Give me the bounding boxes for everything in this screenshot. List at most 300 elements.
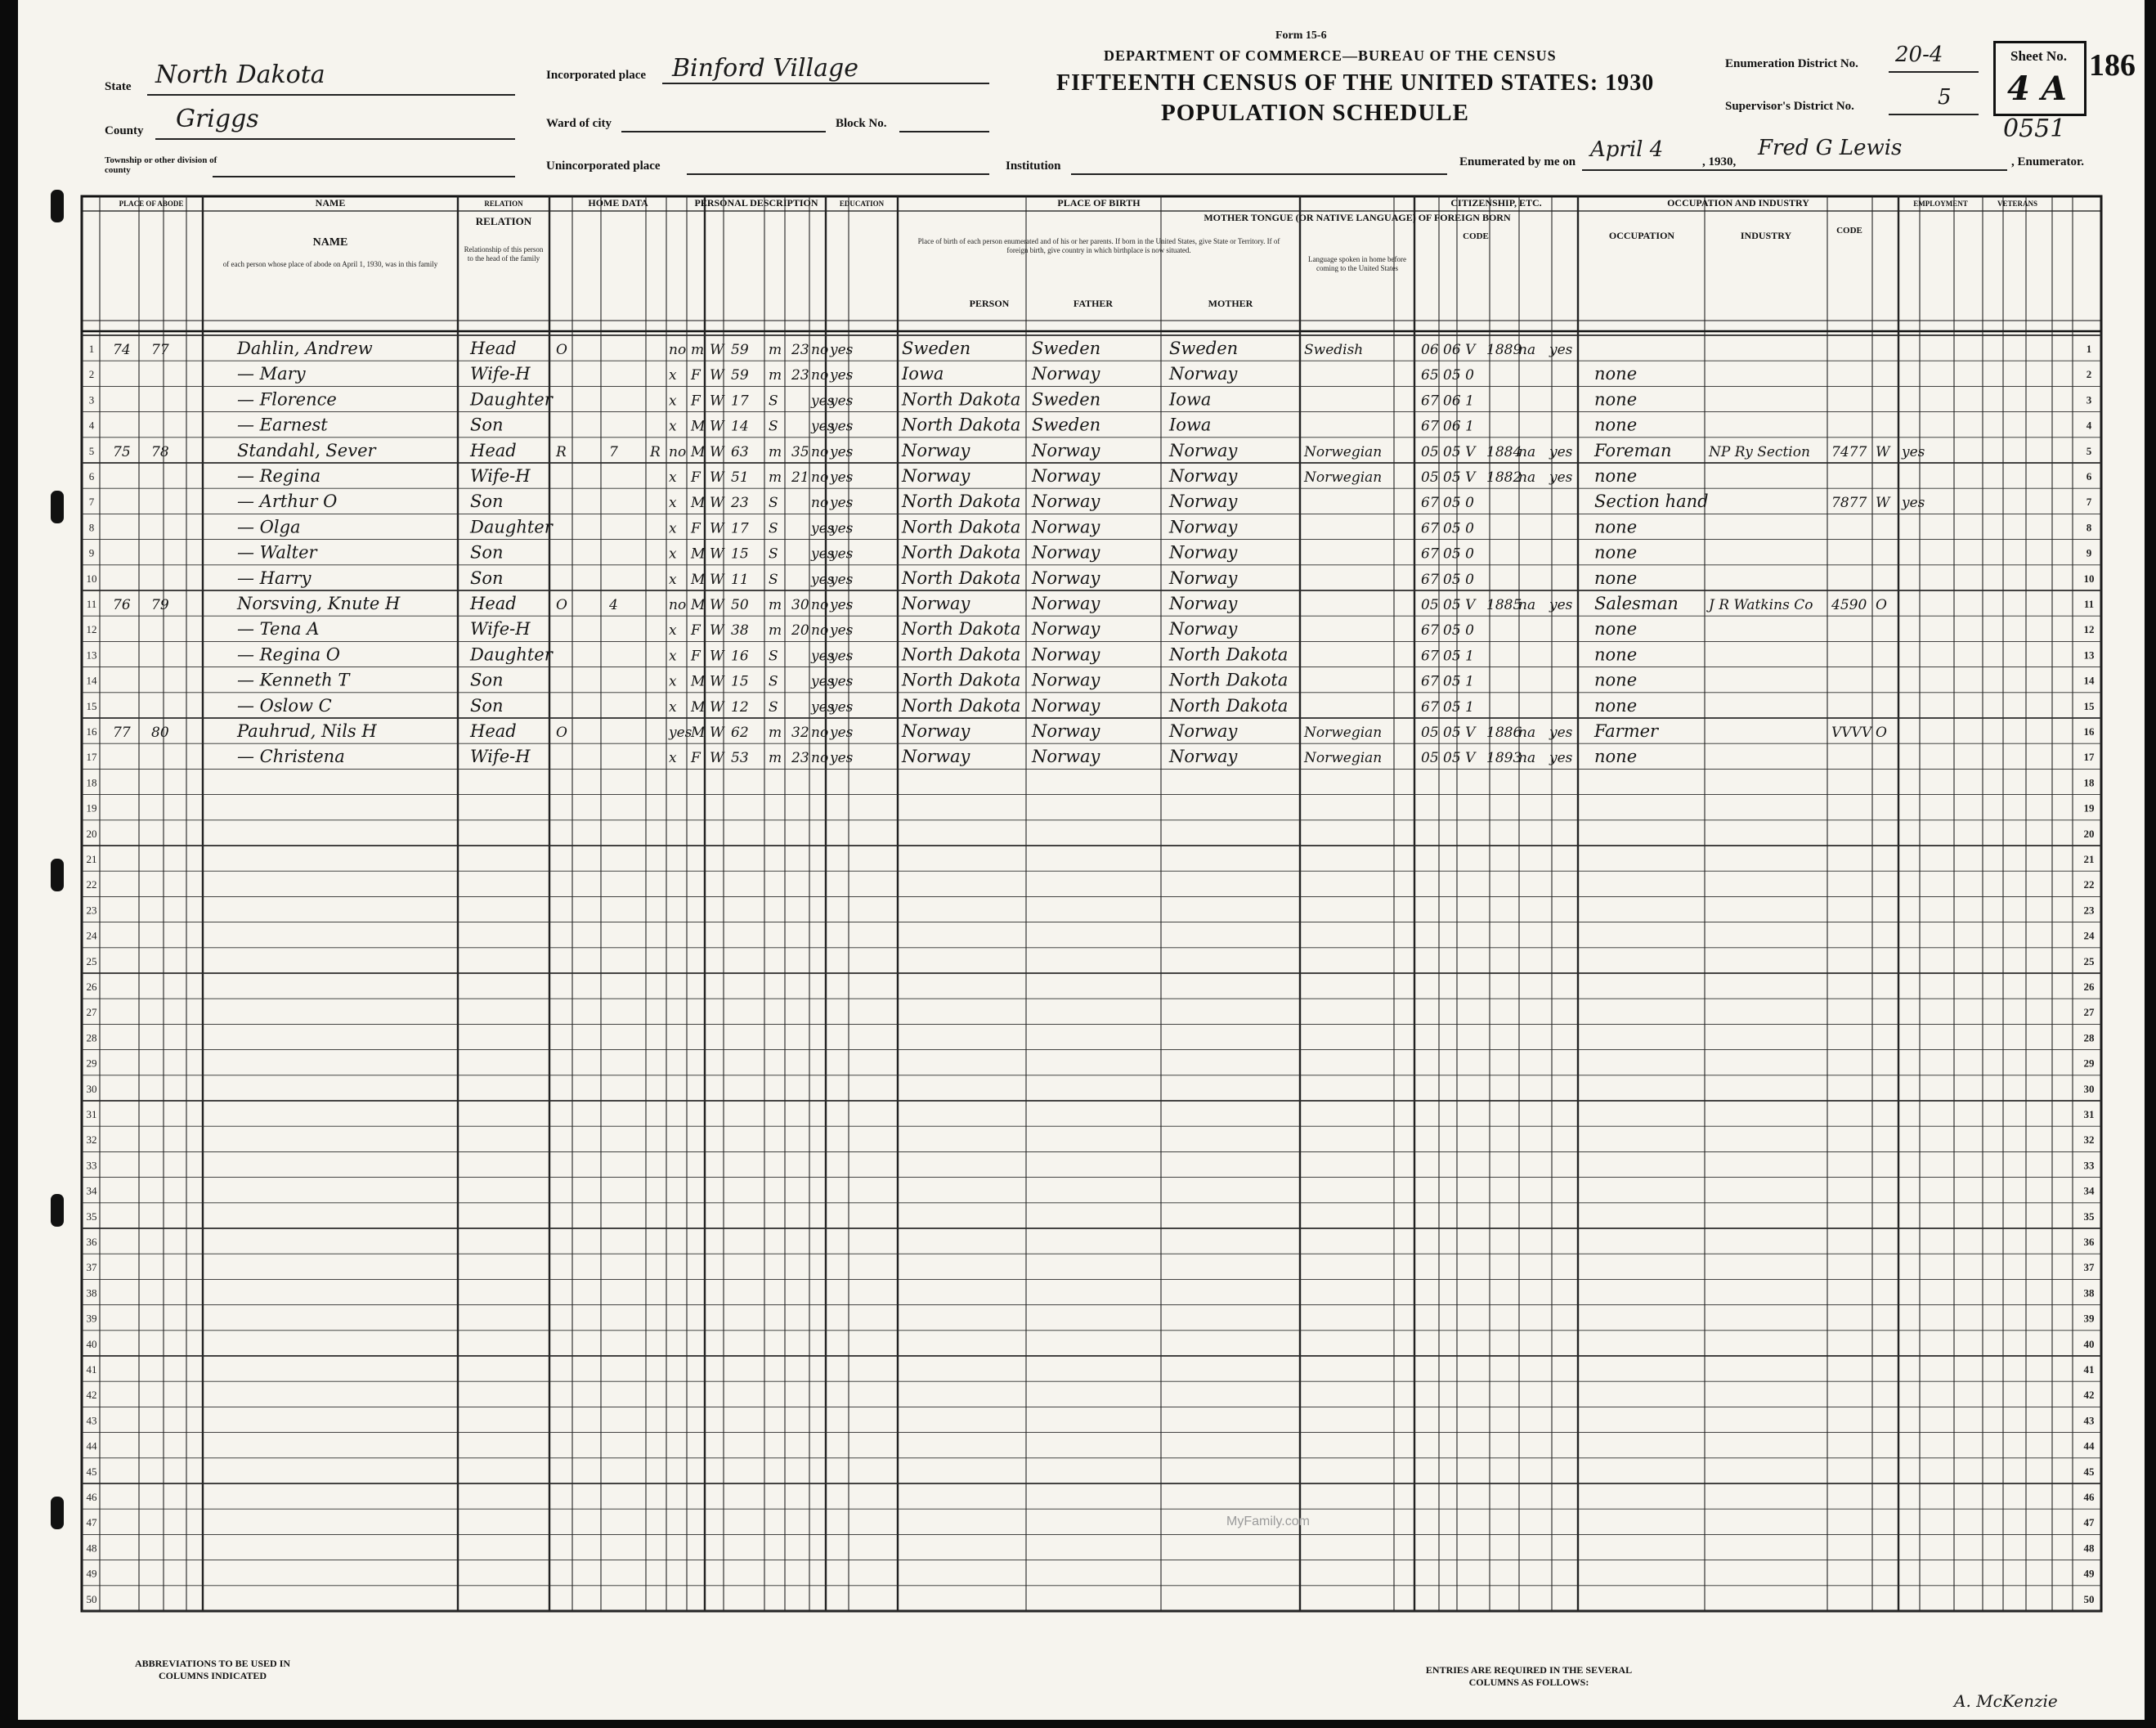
cell-relation: Daughter [470,517,553,537]
block-label: Block No. [836,117,887,130]
state-value: North Dakota [155,61,325,89]
cell-mother: Norway [1169,364,1238,384]
column-group-title: HOME DATA [588,197,648,209]
cell-race: W [710,545,724,563]
row-number-right: 35 [2083,1210,2095,1223]
row-number-right: 13 [2083,649,2095,662]
cell-relation: Daughter [470,644,553,665]
cell-dwelling: 77 [113,725,131,741]
row-number: 7 [88,496,95,509]
cell-class: O [1876,597,1887,613]
row-number-right: 12 [2083,623,2095,636]
township-label: Township or other division of county [105,155,217,175]
cell-birth: North Dakota [902,389,1021,410]
row-number-right: 41 [2083,1363,2095,1376]
cell-industry: J R Watkins Co [1709,597,1813,613]
cell-birth: Norway [902,594,970,613]
row-number: 25 [86,954,97,967]
cell-age-married: 32 [791,725,809,741]
cell-value: 7 [609,443,618,460]
cell-race: W [710,469,724,486]
cell-language: Norwegian [1304,443,1383,460]
cell-relation: Son [470,695,504,716]
cell-farm: x [669,418,677,435]
row-number-right: 27 [2083,1006,2095,1019]
state-label: State [105,80,132,93]
cell-english: yes [1549,469,1573,486]
cell-sex: M [691,597,706,613]
column-header: FATHER [1073,298,1114,309]
column-header-note: Place of birth of each person enumerated and of his or her parents. If born in the United States, give State or Territory. If of foreign birth, give country in which birthplace is now situated. [917,237,1280,254]
cell-code: 67 05 1 [1421,648,1474,665]
cell-occupation: none [1594,542,1638,563]
row-number-right: 7 [2086,496,2092,509]
cell-age: 15 [731,673,749,690]
cell-name: Pauhrud, Nils H [237,721,377,741]
cell-english: yes [1549,443,1573,460]
cell-mother: North Dakota [1169,670,1289,690]
row-number-right: 36 [2083,1236,2095,1248]
row-number-right: 20 [2083,827,2095,840]
cell-code: 05 05 V [1421,443,1476,460]
cell-read: yes [830,750,854,767]
row-number: 9 [88,546,95,559]
column-header: MOTHER [1208,298,1253,309]
cell-father: Norway [1032,440,1100,460]
cell-birth: North Dakota [902,415,1021,435]
row-number-right: 18 [2083,776,2095,789]
row-number: 17 [86,751,97,764]
row-number-right: 48 [2083,1542,2095,1555]
cell-occupation: none [1594,389,1638,410]
cell-english: yes [1549,597,1573,613]
cell-class: W [1876,443,1890,460]
cell-farm: x [669,673,677,690]
row-number: 19 [86,801,97,815]
cell-father: Norway [1032,364,1100,384]
cell-race: W [710,520,724,537]
cell-race: W [710,393,724,410]
row-number: 46 [86,1491,97,1503]
row-number: 29 [86,1057,97,1070]
cell-mother: Sweden [1169,339,1239,358]
cell-occ-code: 4590 [1831,597,1867,613]
row-number: 2 [88,368,95,381]
cell-father: Norway [1032,594,1100,613]
cell-dwelling: 75 [113,443,131,460]
cell-farm: x [669,622,677,640]
cell-sex: M [691,495,706,512]
row-number-right: 17 [2083,751,2095,764]
row-number-right: 5 [2086,444,2092,457]
row-number-right: 10 [2083,572,2095,585]
column-header: CODE [1463,231,1489,241]
cell-father: Sweden [1032,339,1101,358]
cell-occupation: none [1594,747,1638,767]
cell-age-married: 23 [791,750,809,767]
cell-occupation: none [1594,568,1638,588]
row-number: 12 [86,623,97,636]
row-number-right: 50 [2083,1592,2095,1605]
column-group-title: PLACE OF BIRTH [1057,197,1141,209]
cell-race: W [710,597,724,613]
row-number-right: 43 [2083,1414,2095,1427]
cell-marital: m [769,443,782,460]
cell-home: O [556,597,567,613]
cell-sex: F [691,469,701,486]
cell-race: W [710,725,724,741]
supervisor-value: 5 [1938,85,1952,110]
cell-marital: S [769,673,778,690]
cell-mother: Norway [1169,594,1238,613]
cell-read: yes [830,648,854,665]
cell-mother: North Dakota [1169,695,1289,716]
cell-sex: F [691,750,701,767]
cell-code: 06 06 V [1421,342,1476,358]
row-number-right: 24 [2083,929,2095,942]
row-number: 43 [86,1414,97,1427]
row-number-right: 46 [2083,1491,2095,1503]
cell-father: Norway [1032,747,1100,767]
row-number: 36 [86,1236,97,1248]
cell-age: 38 [731,622,749,640]
cell-sex: M [691,571,706,588]
cell-race: W [710,698,724,716]
cell-sex: F [691,393,701,410]
cell-age: 12 [731,698,749,716]
cell-father: Norway [1032,491,1100,512]
cell-mother: Norway [1169,517,1238,537]
row-number: 27 [86,1006,97,1019]
row-number-right: 32 [2083,1133,2095,1147]
cell-occ-code: 7477 [1831,443,1867,460]
row-number: 39 [86,1312,97,1325]
row-number: 34 [86,1184,97,1197]
row-number-right: 15 [2083,699,2095,712]
cell-relation: Wife-H [470,747,531,767]
column-header-note: Language spoken in home before coming to the United States [1308,255,1406,272]
cell-age: 14 [731,418,749,435]
row-number-right: 1 [2086,343,2092,355]
cell-mother: Norway [1169,491,1238,512]
cell-marital: m [769,597,782,613]
watermark: MyFamily.com [1226,1515,1310,1528]
cell-farm: x [669,571,677,588]
cell-occ-code: 7877 [1831,495,1867,512]
row-number: 23 [86,904,97,917]
row-number-right: 37 [2083,1261,2095,1274]
cell-birth: Iowa [902,364,944,384]
cell-age: 17 [731,393,749,410]
cell-read: yes [830,443,854,460]
sheet-value: 4 A [2007,70,2067,108]
row-number: 37 [86,1261,97,1274]
cell-farm: no [669,342,687,358]
cell-age-married: 23 [791,367,809,384]
cell-race: W [710,342,724,358]
cell-read: yes [830,698,854,716]
cell-mother: Norway [1169,542,1238,563]
row-number: 45 [86,1465,97,1478]
row-number: 5 [88,444,95,457]
cell-class: W [1876,495,1890,512]
cell-school: no [811,342,829,358]
binder-hole [51,859,64,891]
row-number: 48 [86,1542,97,1555]
cell-immig: 1885 [1486,597,1522,613]
row-number-right: 33 [2083,1159,2095,1172]
cell-family: 79 [151,597,169,613]
entries-title: ENTRIES ARE REQUIRED IN THE SEVERAL COLUMNS AS FOLLOWS: [1425,1664,1633,1688]
cell-sex: F [691,367,701,384]
cell-code: 05 05 V [1421,469,1476,486]
row-number: 22 [86,878,97,891]
cell-english: yes [1549,725,1573,741]
row-number: 11 [86,598,97,610]
cell-read: yes [830,342,854,358]
column-header-note: of each person whose place of abode on April 1, 1930, was in this family [222,260,438,268]
cell-code: 67 06 1 [1421,393,1474,410]
row-number-right: 38 [2083,1286,2095,1299]
cell-relation: Son [470,491,504,512]
cell-occupation: Salesman [1594,594,1679,613]
cell-school: yes [811,545,835,563]
cell-language: Norwegian [1304,469,1383,486]
row-number: 49 [86,1567,97,1580]
cell-sex: F [691,520,701,537]
row-number: 15 [86,699,97,712]
cell-birth: North Dakota [902,568,1021,588]
cell-school: yes [811,571,835,588]
cell-immig: 1884 [1486,443,1522,460]
binder-hole [51,190,64,222]
row-number-right: 49 [2083,1567,2095,1580]
cell-name: Standahl, Sever [237,440,376,460]
row-number: 26 [86,981,97,993]
cell-sex: M [691,725,706,741]
cell-sex: M [691,545,706,563]
cell-mother: Iowa [1169,415,1212,435]
column-group-title: EDUCATION [839,200,885,208]
cell-read: yes [830,545,854,563]
cell-name: — Mary [237,364,306,384]
row-number-right: 6 [2086,470,2092,482]
cell-father: Norway [1032,721,1100,741]
cell-relation: Head [470,440,517,460]
row-number: 21 [86,853,97,865]
binder-hole [51,1194,64,1227]
cell-english: yes [1549,342,1573,358]
column-header-note: Relationship of this person to the head of the family [464,245,544,263]
cell-age: 23 [731,495,749,512]
column-header: OCCUPATION [1608,230,1675,241]
row-number-right: 47 [2083,1516,2095,1529]
cell-employed: yes [1902,443,1925,460]
row-number: 35 [86,1210,97,1223]
row-number-right: 16 [2083,725,2095,738]
cell-relation: Head [470,721,517,741]
cell-occupation: Farmer [1594,721,1659,741]
cell-birth: Norway [902,440,970,460]
cell-family: 80 [151,725,169,741]
cell-school: yes [811,393,835,410]
cell-mother: Norway [1169,568,1238,588]
binder-hole [51,491,64,523]
row-number-right: 22 [2083,878,2095,891]
row-number-right: 19 [2083,801,2095,815]
cell-father: Sweden [1032,415,1101,435]
cell-school: no [811,495,829,512]
cell-relation: Head [470,339,517,358]
cell-school: no [811,622,829,640]
cell-mother: Iowa [1169,389,1212,410]
cell-name: — Arthur O [237,491,338,512]
cell-dwelling: 76 [113,597,131,613]
row-number-right: 3 [2086,393,2092,406]
cell-relation: Son [470,568,504,588]
cell-name: — Regina O [237,644,341,665]
cell-mother: Norway [1169,619,1238,640]
cell-sex: F [691,648,701,665]
cell-marital: m [769,342,782,358]
column-header: NAME [312,236,348,249]
cell-age: 59 [731,367,749,384]
cell-read: yes [830,571,854,588]
row-number-right: 8 [2086,521,2092,534]
cell-immig: 1882 [1486,469,1522,486]
row-number: 44 [86,1439,97,1452]
row-number-right: 25 [2083,954,2095,967]
cell-marital: m [769,367,782,384]
cell-marital: m [769,725,782,741]
cell-relation: Daughter [470,389,553,410]
cell-sex: M [691,673,706,690]
row-number-right: 30 [2083,1082,2095,1095]
cell-family: 77 [151,342,169,358]
cell-natur: na [1518,469,1536,486]
cell-class: O [1876,725,1887,741]
cell-read: yes [830,367,854,384]
cell-birth: North Dakota [902,670,1021,690]
cell-relation: Son [470,542,504,563]
row-number: 32 [86,1133,97,1147]
cell-relation: Wife-H [470,619,531,640]
cell-race: W [710,367,724,384]
cell-age: 51 [731,469,749,486]
cell-occ-code: VVVV [1831,725,1872,741]
cell-farm: yes [669,725,693,741]
cell-occupation: none [1594,364,1638,384]
column-group-title: OCCUPATION AND INDUSTRY [1667,197,1809,209]
cell-marital: m [769,622,782,640]
cell-name: — Walter [237,542,317,563]
ward-label: Ward of city [546,117,612,130]
cell-age: 62 [731,725,749,741]
cell-age: 16 [731,648,749,665]
cell-code: 67 06 1 [1421,418,1474,435]
column-group-title: MOTHER TONGUE (OR NATIVE LANGUAGE) OF FOREIGN BORN [1204,212,1511,223]
county-value: Griggs [176,105,259,133]
cell-age-married: 35 [791,443,809,460]
row-number-right: 9 [2086,546,2092,559]
cell-father: Norway [1032,466,1100,486]
cell-family: 78 [151,443,169,460]
cell-value: 4 [609,597,618,613]
cell-age: 50 [731,597,749,613]
cell-occupation: none [1594,415,1638,435]
row-number: 13 [86,649,97,662]
row-number: 14 [86,674,97,687]
row-number: 38 [86,1286,97,1299]
abbrev-title: ABBREVIATIONS TO BE USED IN COLUMNS INDICATED [134,1658,291,1681]
cell-age: 17 [731,520,749,537]
cell-birth: Norway [902,747,970,767]
form-number: Form 15-6 [1275,29,1327,42]
binder-hole [51,1497,64,1529]
cell-sex: M [691,698,706,716]
cell-code: 05 05 V [1421,725,1476,741]
row-number-right: 44 [2083,1439,2095,1452]
cell-dwelling: 74 [113,342,131,358]
supervisor-label: Supervisor's District No. [1725,100,1854,113]
cell-age: 15 [731,545,749,563]
cell-language: Swedish [1304,342,1364,358]
cell-mother: Norway [1169,440,1238,460]
cell-age-married: 30 [791,597,809,613]
cell-code: 67 05 0 [1421,520,1474,537]
cell-name: — Harry [237,568,312,588]
cell-race: W [710,443,724,460]
cell-age: 59 [731,342,749,358]
department-line: DEPARTMENT OF COMMERCE—BUREAU OF THE CENSUS [1104,47,1557,64]
enumerator-name: Fred G Lewis [1758,136,1903,160]
cell-father: Norway [1032,568,1100,588]
row-number-right: 34 [2083,1184,2095,1197]
cell-marital: S [769,495,778,512]
cell-farm: x [669,393,677,410]
row-number: 41 [86,1363,97,1376]
county-label: County [105,124,144,137]
row-number: 18 [86,776,97,789]
cell-read: yes [830,673,854,690]
signature: A. McKenzie [1954,1691,2058,1711]
cell-name: — Christena [237,747,345,767]
cell-marital: S [769,545,778,563]
row-number: 10 [86,572,97,585]
cell-read: yes [830,622,854,640]
schedule-title: POPULATION SCHEDULE [1161,100,1469,126]
cell-natur: na [1518,342,1536,358]
cell-name: — Oslow C [237,695,332,716]
cell-birth: North Dakota [902,644,1021,665]
cell-home: R [556,443,567,460]
cell-code: 67 05 1 [1421,698,1474,716]
cell-english: yes [1549,750,1573,767]
cell-farm: x [669,545,677,563]
cell-read: yes [830,495,854,512]
cell-age-married: 21 [791,469,809,486]
cell-read: yes [830,469,854,486]
cell-farm: x [669,469,677,486]
row-number: 31 [86,1108,97,1120]
page-stamp: 0551 [2003,114,2066,143]
column-group-title: PERSONAL DESCRIPTION [694,197,818,209]
row-number: 47 [86,1516,97,1529]
row-number: 3 [88,393,95,406]
cell-immig: 1893 [1486,750,1522,767]
row-number: 28 [86,1031,97,1044]
unincorporated-label: Unincorporated place [546,159,661,173]
